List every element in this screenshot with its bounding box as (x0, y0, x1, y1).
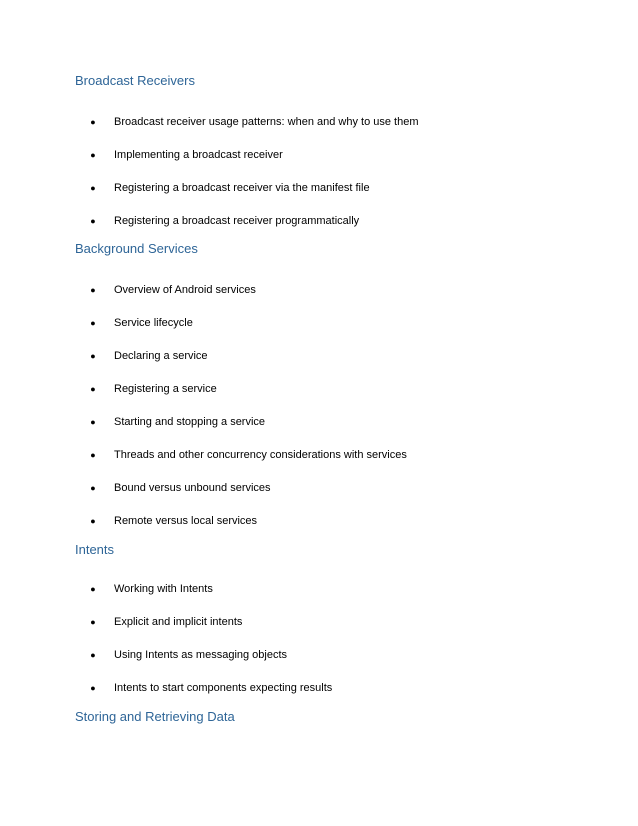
list-item-text: Using Intents as messaging objects (114, 649, 288, 661)
bullet-icon: ● (90, 417, 96, 427)
bullet-icon: ● (90, 683, 96, 693)
bullet-icon: ● (90, 384, 96, 394)
list-item-text: Threads and other concurrency considerations with services (114, 449, 407, 461)
bullet-icon: ● (90, 584, 96, 594)
section-heading-background-services: Background Services (75, 241, 198, 256)
list-item-text: Overview of Android services (114, 284, 256, 296)
bullet-icon: ● (90, 117, 96, 127)
bullet-icon: ● (90, 516, 96, 526)
bullet-icon: ● (90, 351, 96, 361)
list-item-text: Service lifecycle (114, 317, 193, 329)
bullet-icon: ● (90, 150, 96, 160)
bullet-icon: ● (90, 216, 96, 226)
bullet-icon: ● (90, 318, 96, 328)
list-item-text: Remote versus local services (114, 515, 258, 527)
section-heading-storing-retrieving-data: Storing and Retrieving Data (75, 709, 235, 724)
list-item-text: Registering a broadcast receiver via the manifest file (114, 182, 370, 194)
bullet-icon: ● (90, 617, 96, 627)
list-item-text: Bound versus unbound services (114, 482, 271, 494)
list-item-text: Broadcast receiver usage patterns: when and why to use them (114, 116, 419, 128)
bullet-icon: ● (90, 483, 96, 493)
list-item-text: Registering a broadcast receiver programmatically (114, 215, 360, 227)
section-heading-intents: Intents (75, 542, 115, 557)
bullet-icon: ● (90, 285, 96, 295)
list-item-text: Working with Intents (114, 583, 213, 595)
list-item-text: Implementing a broadcast receiver (114, 149, 283, 161)
list-item-text: Registering a service (114, 383, 217, 395)
list-item-text: Declaring a service (114, 350, 208, 362)
list-item-text: Intents to start components expecting results (114, 682, 333, 694)
bullet-icon: ● (90, 450, 96, 460)
bullet-icon: ● (90, 650, 96, 660)
list-item-text: Explicit and implicit intents (114, 616, 243, 628)
list-item-text: Starting and stopping a service (114, 416, 266, 428)
bullet-icon: ● (90, 183, 96, 193)
section-heading-broadcast-receivers: Broadcast Receivers (75, 73, 195, 88)
